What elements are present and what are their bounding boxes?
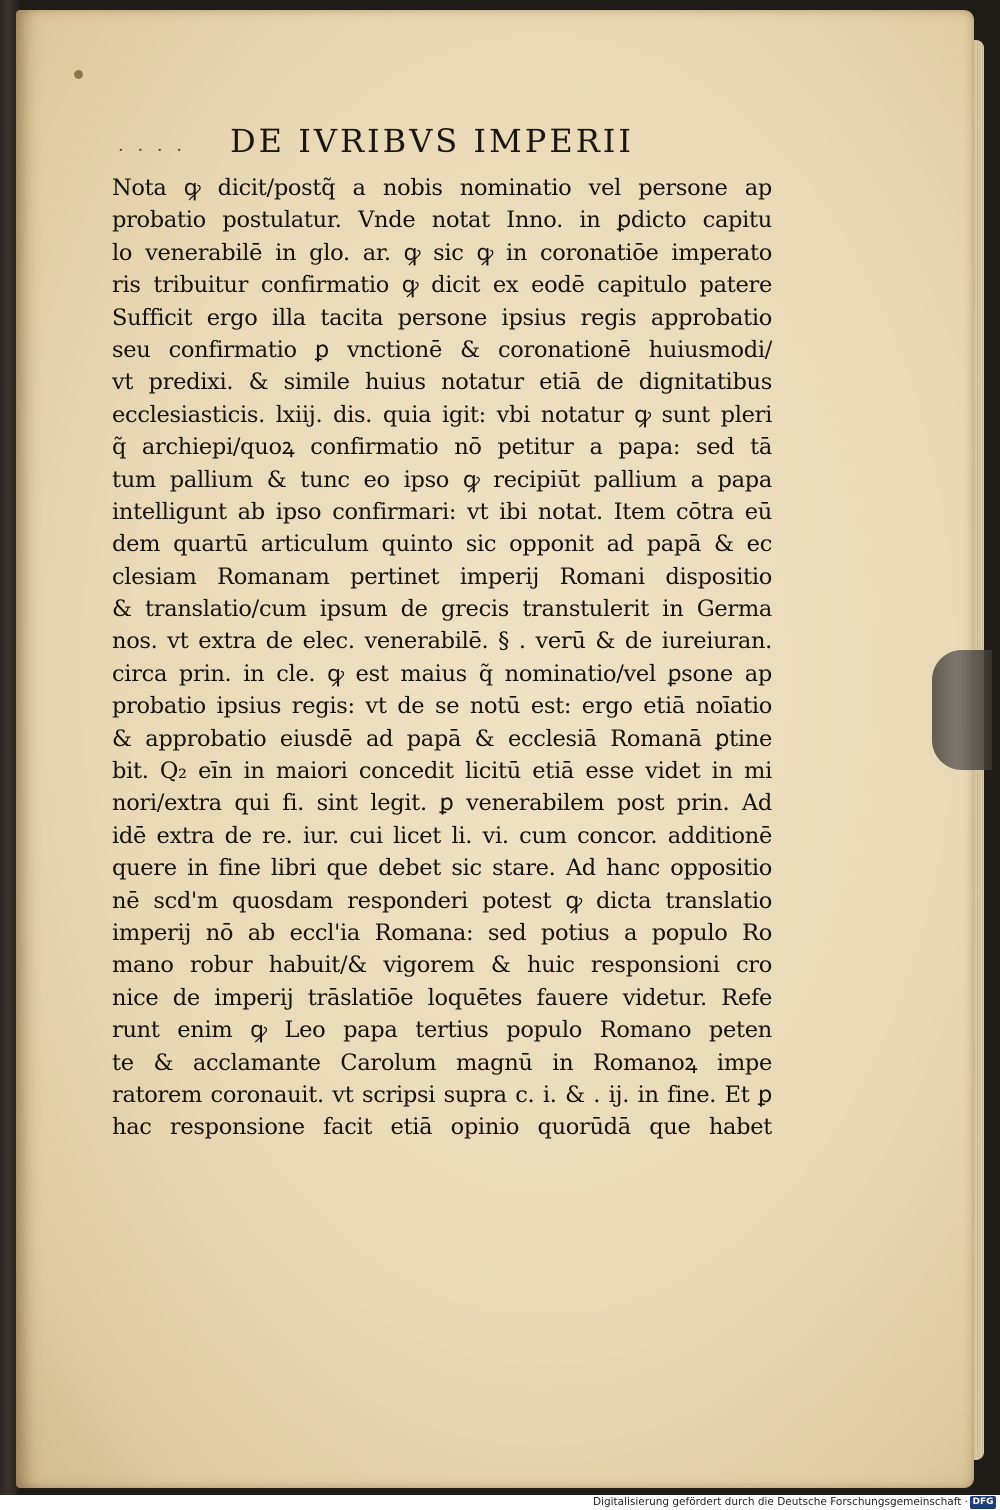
text-line: seu confirmatio ꝑ vnctionē & coronationē huiusmodi/ [112,336,772,363]
text-line: & approbatio eiusdē ad papā & ecclesiā Romanā ꝑtine [112,725,772,752]
text-line: bit. Q₂ eīn in maiori concedit licitū etiā esse videt in mi [112,758,772,785]
footer-bar [0,1495,1000,1510]
dfg-logo: DFG [970,1496,996,1509]
text-line: Nota ꝙ dicit/postq̃ a nobis nominatio vel persone ap [112,175,772,201]
text-line: vt predixi. & simile huius notatur etiā de dignitatibus [112,369,772,396]
text-line: mano robur habuit/& vigorem & huic responsioni cro [112,952,772,979]
text-line: runt enim ꝙ Leo papa tertius populo Romano peten [112,1017,772,1044]
text-line: lo venerabilē in glo. ar. ꝙ sic ꝙ in coronatiōe imperato [112,239,772,266]
ink-spot [74,70,83,79]
body-text [112,172,772,1144]
text-line: circa prin. in cle. ꝙ est maius q̃ nominatio/vel ꝑsone ap [112,660,772,687]
text-line: dem quartū articulum quinto sic opponit ad papā & ec [112,531,772,558]
text-line: te & acclamante Carolum magnū in Romanoꝝ impe [112,1049,772,1076]
text-line: idē extra de re. iur. cui licet li. vi. cum concor. additionē [112,822,772,849]
text-line: probatio postulatur. Vnde notat Inno. in ꝑdicto capitu [112,207,772,234]
text-line: q̃ archiepi/quoꝝ confirmatio nō petitur a papa: sed tā [112,434,772,461]
text-line: Sufficit ergo illa tacita persone ipsius regis approbatio [112,304,772,331]
running-head: DE IVRIBVS IMPERII [230,122,635,160]
text-line: nice de imperij trāslatiōe loquētes fauere videtur. Refe [112,984,772,1011]
text-line: imperij nō ab eccl'ia Romana: sed potius a populo Ro [112,919,772,946]
text-line: intelligunt ab ipso confirmari: vt ibi notat. Item cōtra eū [112,498,772,525]
text-line: nē scd'm quosdam responderi potest ꝙ dicta translatio [112,887,772,914]
text-line: ecclesiasticis. lxiij. dis. quia igit: vbi notatur ꝙ sunt pleri [112,401,772,428]
footer-credit: Digitalisierung gefördert durch die Deutsche Forschungsgemeinschaft · [592,1496,968,1508]
text-line: ris tribuitur confirmatio ꝙ dicit ex eodē capitulo patere [112,272,772,299]
text-line: nori/extra qui fi. sint legit. ꝑ venerabilem post prin. Ad [112,790,772,817]
text-line: nos. vt extra de elec. venerabilē. § . verū & de iureiuran. [112,628,772,655]
text-line: quere in fine libri que debet sic stare. Ad hanc oppositio [112,855,772,882]
text-line: hac responsione facit etiā opinio quorūdā que habet [112,1114,772,1141]
text-line: ratorem coronauit. vt scripsi supra c. i. & . ij. in fine. Et ꝑ [112,1081,772,1108]
header-ornament: · · · · [118,140,187,161]
text-line: clesiam Romanam pertinet imperij Romani dispositio [112,563,772,590]
text-line: probatio ipsius regis: vt de se notū est: ergo etiā noīatio [112,693,772,720]
page-clip [932,650,992,770]
text-line: tum pallium & tunc eo ipso ꝙ recipiūt pallium a papa [112,466,772,493]
text-line: & translatio/cum ipsum de grecis transtulerit in Germa [112,596,772,623]
